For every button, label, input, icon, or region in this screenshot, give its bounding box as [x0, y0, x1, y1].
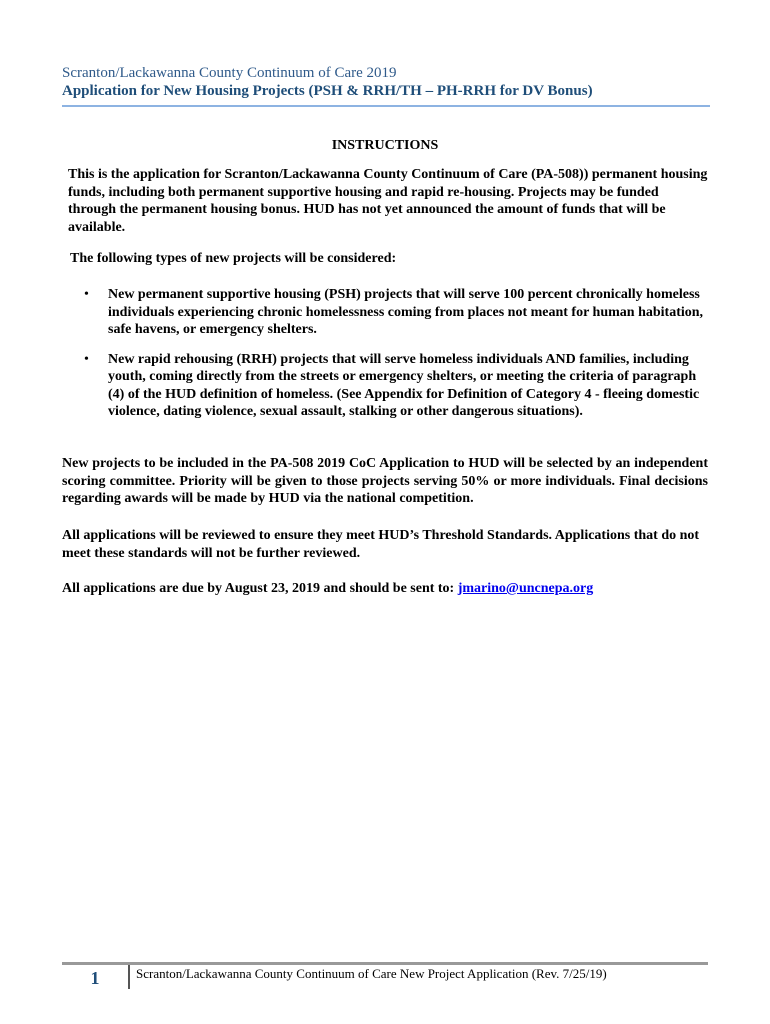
footer-text: Scranton/Lackawanna County Continuum of Care New Project Application (Rev. 7/25/19)	[136, 966, 607, 981]
instructions-heading: INSTRUCTIONS	[331, 138, 439, 153]
due-date-text: All applications are due by August 23, 2019 and should be sent to:	[62, 581, 455, 596]
list-item-text: New rapid rehousing (RRH) projects that will serve homeless individuals AND families, including youth, coming directly from the streets or emergency shelters, or meeting the criteria of paragraph (4) of the HUD definition of homeless. (See Appendix for Definition of Category 4 - fleeing domestic violence, dating violence, sexual assault, stalking or other dangerous situations).	[108, 351, 700, 419]
list-item	[80, 286, 710, 339]
bullet-icon: •	[84, 287, 89, 302]
bullet-icon: •	[84, 351, 89, 367]
due-date-paragraph	[62, 580, 710, 598]
list-item-text: New permanent supportive housing (PSH) projects that will serve 100 percent chronically homeless individuals experiencing chronic homelessness coming from places not meant for human habitation, safe havens, or emergency shelters.	[108, 287, 704, 337]
header-divider	[62, 105, 710, 107]
review-paragraph: All applications will be reviewed to ensure they meet HUD’s Threshold Standards. Applications that do not meet these standards will not be further reviewed.	[62, 528, 700, 561]
intro-paragraph: This is the application for Scranton/Lackawanna County Continuum of Care (PA-508)) permanent housing funds, including both permanent supportive housing and rapid re-housing. Projects may be funded through the permanent housing bonus. HUD has not yet announced the amount of funds that will be available.	[68, 167, 708, 235]
page-number: 1	[90, 968, 100, 988]
header-title: Scranton/Lackawanna County Continuum of Care 2019	[62, 65, 397, 81]
page-header	[62, 64, 710, 100]
list-item	[80, 351, 710, 421]
project-types-list	[80, 286, 710, 433]
header-subtitle: Application for New Housing Projects (PSH & RRH/TH – PH-RRH for DV Bonus)	[62, 83, 593, 99]
footer-divider	[62, 962, 708, 965]
selection-paragraph: New projects to be included in the PA-508 2019 CoC Application to HUD will be selected by an independent scoring committee. Priority will be given to those projects serving 50% or more individuals. Final decisions regarding awards will be made by HUD via the national competition.	[62, 456, 708, 506]
project-types-lead: The following types of new projects will be considered:	[70, 251, 397, 266]
footer-separator	[128, 965, 130, 989]
email-link[interactable]: jmarino@uncnepa.org	[457, 581, 594, 596]
